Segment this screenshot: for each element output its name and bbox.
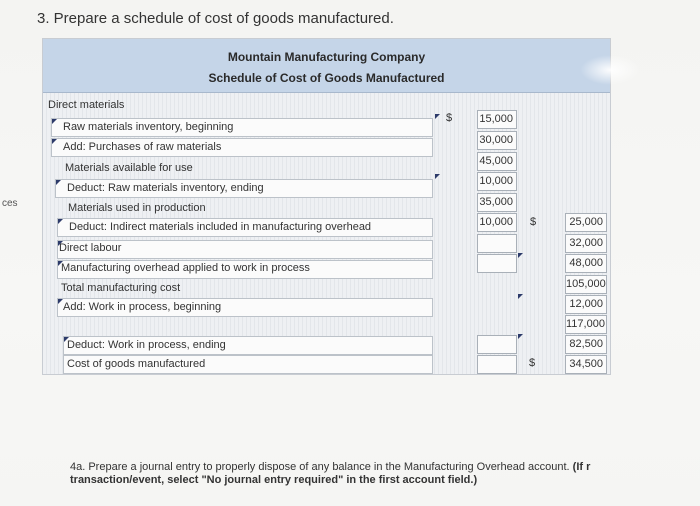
cell-wip-beginning[interactable]: 12,000 bbox=[565, 295, 607, 314]
dropdown-tick-icon bbox=[58, 299, 63, 304]
cell-empty[interactable] bbox=[477, 254, 517, 273]
label-direct-labour: Direct labour bbox=[59, 242, 122, 254]
cell-used[interactable]: 35,000 bbox=[477, 193, 517, 212]
label-cogm: Cost of goods manufactured bbox=[67, 358, 206, 370]
label-wip-ending: Deduct: Work in process, ending bbox=[67, 339, 226, 351]
schedule-header bbox=[43, 39, 610, 93]
dropdown-tick-icon bbox=[52, 139, 57, 144]
cell-purchases[interactable]: 30,000 bbox=[477, 131, 517, 150]
cell-empty[interactable] bbox=[477, 355, 517, 374]
side-label: ces bbox=[2, 198, 18, 209]
label-wip-beginning: Add: Work in process, beginning bbox=[63, 301, 222, 313]
dollar-sign-cogm: $ bbox=[529, 357, 536, 369]
next-question-line1: 4a. Prepare a journal entry to properly dispose of any balance in the Manufacturing Overhead account. bbox=[70, 461, 570, 473]
label-indirect: Deduct: Indirect materials included in manufacturing overhead bbox=[69, 221, 372, 233]
cell-indirect-col1[interactable]: 10,000 bbox=[477, 213, 517, 232]
dropdown-tick-icon bbox=[52, 119, 57, 124]
label-purchases: Add: Purchases of raw materials bbox=[63, 141, 222, 153]
dropdown-tick-icon bbox=[435, 174, 440, 179]
cell-blank-total[interactable]: 117,000 bbox=[565, 315, 607, 334]
dropdown-tick-icon bbox=[518, 294, 523, 299]
label-available: Materials available for use bbox=[65, 162, 193, 174]
label-direct-materials: Direct materials bbox=[48, 99, 125, 111]
schedule-title: Schedule of Cost of Goods Manufactured bbox=[208, 71, 445, 85]
cell-total-mfg[interactable]: 105,000 bbox=[565, 275, 607, 294]
dropdown-tick-icon bbox=[58, 241, 63, 246]
cell-wip-ending[interactable]: 82,500 bbox=[565, 335, 607, 354]
question-title: 3. Prepare a schedule of cost of goods manufactured. bbox=[37, 10, 394, 27]
label-raw-beginning: Raw materials inventory, beginning bbox=[63, 121, 234, 133]
dropdown-tick-icon bbox=[58, 261, 63, 266]
label-used: Materials used in production bbox=[68, 202, 206, 214]
schedule-worksheet bbox=[42, 38, 611, 375]
cell-empty[interactable] bbox=[477, 234, 517, 253]
cell-overhead-applied[interactable]: 48,000 bbox=[565, 254, 607, 273]
cell-empty[interactable] bbox=[477, 335, 517, 354]
photo-glare bbox=[580, 55, 640, 85]
cell-indirect-col2[interactable]: 25,000 bbox=[565, 213, 607, 232]
dropdown-tick-icon bbox=[56, 180, 61, 185]
cell-cogm[interactable]: 34,500 bbox=[565, 355, 607, 374]
next-question-line1-bold: (If r bbox=[572, 461, 591, 473]
label-overhead-applied: Manufacturing overhead applied to work in process bbox=[61, 262, 310, 274]
company-name: Mountain Manufacturing Company bbox=[227, 50, 426, 64]
dropdown-tick-icon bbox=[58, 219, 63, 224]
cell-available[interactable]: 45,000 bbox=[477, 152, 517, 171]
next-question bbox=[70, 461, 700, 487]
label-total-mfg: Total manufacturing cost bbox=[61, 282, 181, 294]
dropdown-tick-icon bbox=[435, 114, 440, 119]
dropdown-tick-icon bbox=[518, 334, 523, 339]
next-question-line2: transaction/event, select "No journal entry required" in the first account field.) bbox=[70, 474, 478, 486]
dropdown-tick-icon bbox=[64, 337, 69, 342]
cell-direct-labour[interactable]: 32,000 bbox=[565, 234, 607, 253]
dollar-sign-col1: $ bbox=[446, 112, 453, 124]
dropdown-tick-icon bbox=[518, 253, 523, 258]
label-raw-ending: Deduct: Raw materials inventory, ending bbox=[67, 182, 264, 194]
dollar-sign-col2: $ bbox=[530, 216, 537, 228]
cell-raw-beginning[interactable]: 15,000 bbox=[477, 110, 517, 129]
cell-raw-ending[interactable]: 10,000 bbox=[477, 172, 517, 191]
